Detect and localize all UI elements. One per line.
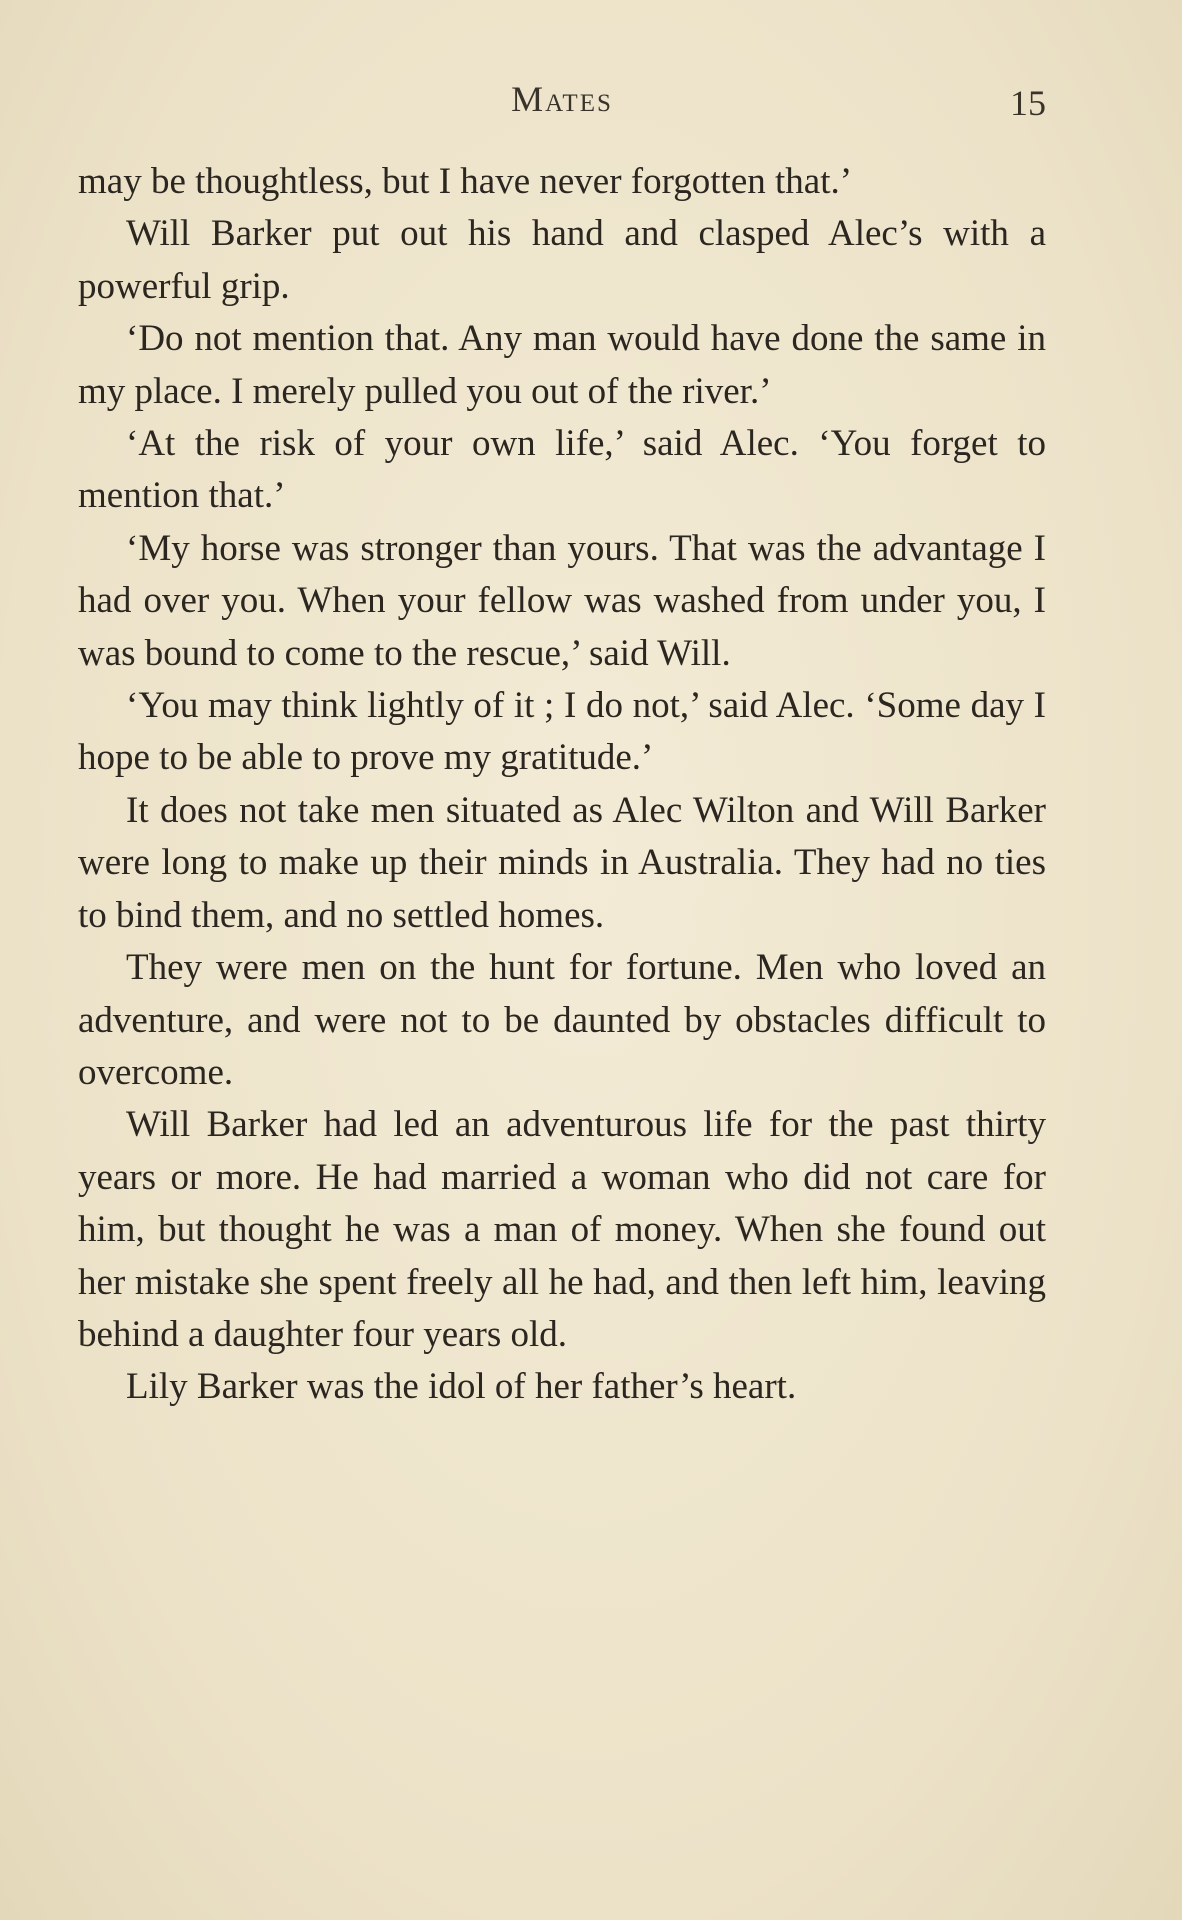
paragraph: Lily Barker was the idol of her father’s heart. <box>126 1366 797 1408</box>
body-text <box>78 156 1046 1414</box>
paragraph: They were men on the hunt for fortune. Men who loved an adventure, and were not to be daunted by obstacles difficult to overcome. <box>78 947 1046 1093</box>
paragraph: Will Barker had led an adventurous life for the past thirty years or more. He had married a woman who did not care for him, but thought he was a man of money. When she found out her mistake she spent freely all he had, and then left him, leaving behind a daughter four years old. <box>78 1104 1046 1355</box>
page-number: 15 <box>1010 83 1046 123</box>
paragraph: ‘At the risk of your own life,’ said Alec. ‘You forget to mention that.’ <box>78 423 1046 517</box>
paragraph: It does not take men situated as Alec Wilton and Will Barker were long to make up their minds in Australia. They had no ties to bind them, and no settled homes. <box>78 789 1046 936</box>
paragraph: ‘My horse was stronger than yours. That was the advantage I had over you. When your fellow was washed from under you, I was bound to come to the rescue,’ said Will. <box>78 527 1046 674</box>
paragraph: may be thoughtless, but I have never forgotten that.’ <box>78 161 853 202</box>
running-head <box>78 78 1046 124</box>
paragraph: ‘You may think lightly of it ; I do not,’ said Alec. ‘Some day I hope to be able to prove my gratitude.’ <box>78 685 1046 779</box>
paragraph: Will Barker put out his hand and clasped Alec’s with a powerful grip. <box>78 213 1046 307</box>
paragraph: ‘Do not mention that. Any man would have done the same in my place. I merely pulled you out of the river.’ <box>78 318 1046 412</box>
running-title: Mates <box>511 79 613 119</box>
